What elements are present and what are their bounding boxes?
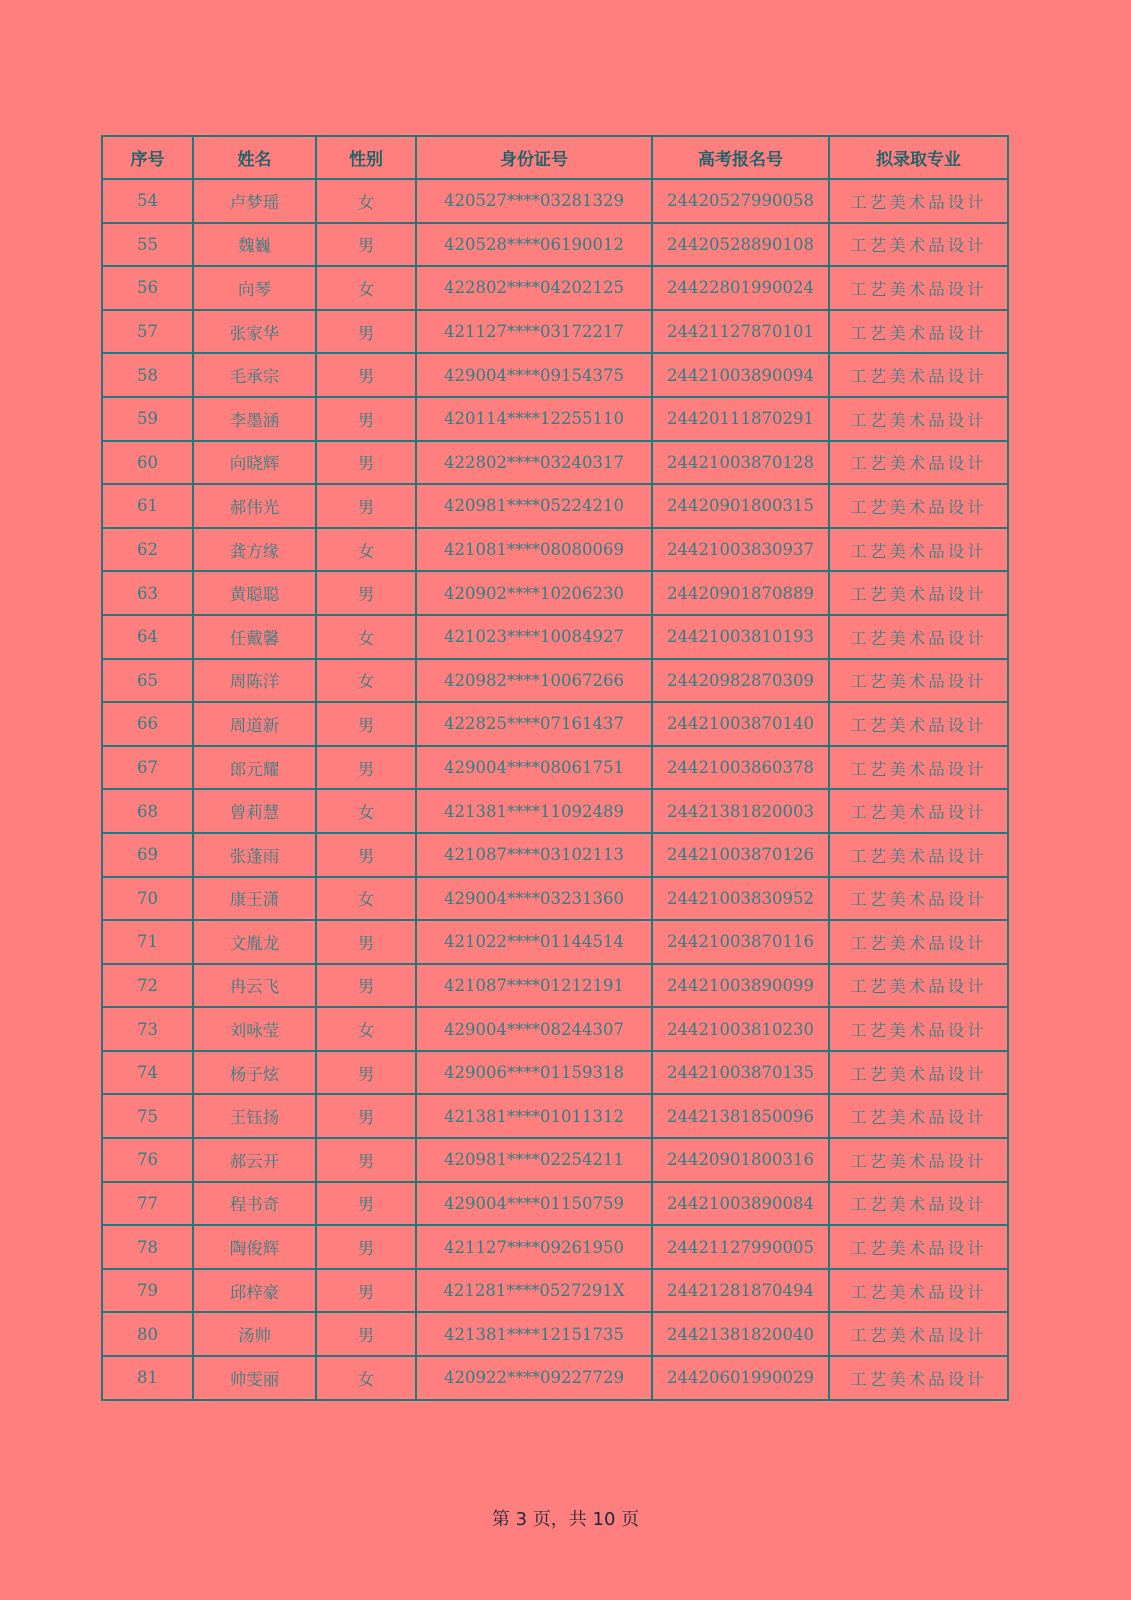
cell-proposed-major: 工艺美术品设计 <box>829 441 1008 485</box>
cell-id-number: 429006****01159318 <box>416 1051 652 1095</box>
cell-id-number: 421022****01144514 <box>416 920 652 964</box>
cell-serial-number: 55 <box>102 223 193 267</box>
table-row <box>102 920 1008 964</box>
table-row <box>102 266 1008 310</box>
table-row <box>102 833 1008 877</box>
cell-serial-number: 65 <box>102 659 193 703</box>
cell-serial-number: 74 <box>102 1051 193 1095</box>
cell-exam-registration-number: 24421003810193 <box>652 615 829 659</box>
cell-exam-registration-number: 24421003890099 <box>652 964 829 1008</box>
cell-proposed-major: 工艺美术品设计 <box>829 659 1008 703</box>
table-row <box>102 964 1008 1008</box>
header-gender: 性别 <box>316 136 416 179</box>
cell-name: 王钰扬 <box>193 1094 316 1138</box>
cell-name: 冉云飞 <box>193 964 316 1008</box>
cell-serial-number: 72 <box>102 964 193 1008</box>
cell-name: 杨子炫 <box>193 1051 316 1095</box>
cell-name: 向琴 <box>193 266 316 310</box>
cell-proposed-major: 工艺美术品设计 <box>829 1269 1008 1313</box>
cell-id-number: 429004****09154375 <box>416 353 652 397</box>
cell-name: 周陈洋 <box>193 659 316 703</box>
cell-proposed-major: 工艺美术品设计 <box>829 571 1008 615</box>
cell-serial-number: 69 <box>102 833 193 877</box>
cell-exam-registration-number: 24421281870494 <box>652 1269 829 1313</box>
cell-gender: 男 <box>316 1138 416 1182</box>
cell-proposed-major: 工艺美术品设计 <box>829 1312 1008 1356</box>
cell-id-number: 429004****08244307 <box>416 1007 652 1051</box>
cell-proposed-major: 工艺美术品设计 <box>829 1356 1008 1400</box>
cell-name: 向晓辉 <box>193 441 316 485</box>
cell-proposed-major: 工艺美术品设计 <box>829 1094 1008 1138</box>
cell-exam-registration-number: 24420111870291 <box>652 397 829 441</box>
cell-exam-registration-number: 24421003870128 <box>652 441 829 485</box>
cell-exam-registration-number: 24420601990029 <box>652 1356 829 1400</box>
table-row <box>102 310 1008 354</box>
cell-exam-registration-number: 24421381820040 <box>652 1312 829 1356</box>
cell-id-number: 420982****10067266 <box>416 659 652 703</box>
cell-gender: 男 <box>316 484 416 528</box>
table-header <box>102 136 1008 179</box>
cell-proposed-major: 工艺美术品设计 <box>829 1138 1008 1182</box>
cell-proposed-major: 工艺美术品设计 <box>829 1225 1008 1269</box>
cell-gender: 男 <box>316 223 416 267</box>
cell-gender: 女 <box>316 1356 416 1400</box>
cell-serial-number: 79 <box>102 1269 193 1313</box>
cell-proposed-major: 工艺美术品设计 <box>829 702 1008 746</box>
cell-id-number: 421087****03102113 <box>416 833 652 877</box>
cell-serial-number: 57 <box>102 310 193 354</box>
cell-id-number: 421127****03172217 <box>416 310 652 354</box>
cell-proposed-major: 工艺美术品设计 <box>829 310 1008 354</box>
cell-name: 卢梦瑶 <box>193 179 316 223</box>
cell-name: 毛承宗 <box>193 353 316 397</box>
table-row <box>102 1138 1008 1182</box>
cell-exam-registration-number: 24420901800316 <box>652 1138 829 1182</box>
table-row <box>102 1225 1008 1269</box>
cell-gender: 男 <box>316 702 416 746</box>
table-row <box>102 179 1008 223</box>
cell-name: 张蓬雨 <box>193 833 316 877</box>
cell-name: 周道新 <box>193 702 316 746</box>
cell-name: 邱梓豪 <box>193 1269 316 1313</box>
cell-name: 刘咏莹 <box>193 1007 316 1051</box>
table-row <box>102 702 1008 746</box>
cell-exam-registration-number: 24421003890094 <box>652 353 829 397</box>
cell-serial-number: 54 <box>102 179 193 223</box>
cell-gender: 男 <box>316 397 416 441</box>
cell-gender: 女 <box>316 877 416 921</box>
cell-proposed-major: 工艺美术品设计 <box>829 789 1008 833</box>
cell-id-number: 420114****12255110 <box>416 397 652 441</box>
cell-proposed-major: 工艺美术品设计 <box>829 1182 1008 1226</box>
cell-proposed-major: 工艺美术品设计 <box>829 528 1008 572</box>
table-row <box>102 1312 1008 1356</box>
cell-exam-registration-number: 24420901870889 <box>652 571 829 615</box>
table-row <box>102 789 1008 833</box>
cell-gender: 女 <box>316 659 416 703</box>
cell-name: 陶俊辉 <box>193 1225 316 1269</box>
cell-exam-registration-number: 24421003890084 <box>652 1182 829 1226</box>
cell-id-number: 420981****02254211 <box>416 1138 652 1182</box>
cell-id-number: 429004****03231360 <box>416 877 652 921</box>
cell-exam-registration-number: 24421003870126 <box>652 833 829 877</box>
cell-proposed-major: 工艺美术品设计 <box>829 1007 1008 1051</box>
cell-gender: 男 <box>316 1225 416 1269</box>
cell-gender: 男 <box>316 441 416 485</box>
table-row <box>102 659 1008 703</box>
header-name: 姓名 <box>193 136 316 179</box>
cell-exam-registration-number: 24421003870116 <box>652 920 829 964</box>
cell-gender: 男 <box>316 1094 416 1138</box>
cell-id-number: 421381****01011312 <box>416 1094 652 1138</box>
table-row <box>102 223 1008 267</box>
cell-id-number: 420902****10206230 <box>416 571 652 615</box>
table-body <box>102 179 1008 1400</box>
cell-proposed-major: 工艺美术品设计 <box>829 877 1008 921</box>
cell-id-number: 422802****04202125 <box>416 266 652 310</box>
table-row <box>102 353 1008 397</box>
header-row <box>102 136 1008 179</box>
cell-proposed-major: 工艺美术品设计 <box>829 397 1008 441</box>
cell-serial-number: 73 <box>102 1007 193 1051</box>
cell-exam-registration-number: 24421003810230 <box>652 1007 829 1051</box>
cell-name: 李墨涵 <box>193 397 316 441</box>
cell-serial-number: 67 <box>102 746 193 790</box>
cell-gender: 女 <box>316 789 416 833</box>
cell-serial-number: 68 <box>102 789 193 833</box>
table-row <box>102 441 1008 485</box>
cell-name: 郝伟光 <box>193 484 316 528</box>
cell-gender: 男 <box>316 1312 416 1356</box>
cell-exam-registration-number: 24421003830952 <box>652 877 829 921</box>
cell-proposed-major: 工艺美术品设计 <box>829 266 1008 310</box>
cell-id-number: 420528****06190012 <box>416 223 652 267</box>
table-row <box>102 484 1008 528</box>
cell-serial-number: 70 <box>102 877 193 921</box>
cell-exam-registration-number: 24421003870140 <box>652 702 829 746</box>
cell-exam-registration-number: 24421003830937 <box>652 528 829 572</box>
header-serial-number: 序号 <box>102 136 193 179</box>
cell-serial-number: 61 <box>102 484 193 528</box>
cell-gender: 女 <box>316 615 416 659</box>
cell-exam-registration-number: 24420901800315 <box>652 484 829 528</box>
cell-gender: 男 <box>316 1269 416 1313</box>
table-row <box>102 571 1008 615</box>
cell-exam-registration-number: 24422801990024 <box>652 266 829 310</box>
cell-name: 任戴馨 <box>193 615 316 659</box>
cell-name: 魏巍 <box>193 223 316 267</box>
cell-exam-registration-number: 24420982870309 <box>652 659 829 703</box>
cell-gender: 男 <box>316 1051 416 1095</box>
cell-id-number: 422825****07161437 <box>416 702 652 746</box>
admission-roster-table <box>101 135 1009 1401</box>
cell-exam-registration-number: 24421381850096 <box>652 1094 829 1138</box>
cell-proposed-major: 工艺美术品设计 <box>829 615 1008 659</box>
cell-gender: 男 <box>316 833 416 877</box>
cell-name: 康王潇 <box>193 877 316 921</box>
table-row <box>102 1007 1008 1051</box>
cell-serial-number: 66 <box>102 702 193 746</box>
cell-exam-registration-number: 24421003860378 <box>652 746 829 790</box>
cell-exam-registration-number: 24421127990005 <box>652 1225 829 1269</box>
cell-gender: 男 <box>316 920 416 964</box>
cell-proposed-major: 工艺美术品设计 <box>829 223 1008 267</box>
cell-serial-number: 64 <box>102 615 193 659</box>
cell-gender: 女 <box>316 1007 416 1051</box>
cell-proposed-major: 工艺美术品设计 <box>829 964 1008 1008</box>
cell-serial-number: 75 <box>102 1094 193 1138</box>
cell-exam-registration-number: 24421381820003 <box>652 789 829 833</box>
cell-gender: 男 <box>316 353 416 397</box>
cell-proposed-major: 工艺美术品设计 <box>829 833 1008 877</box>
cell-id-number: 422802****03240317 <box>416 441 652 485</box>
cell-serial-number: 59 <box>102 397 193 441</box>
cell-id-number: 421127****09261950 <box>416 1225 652 1269</box>
cell-id-number: 420922****09227729 <box>416 1356 652 1400</box>
table-row <box>102 1182 1008 1226</box>
cell-id-number: 420527****03281329 <box>416 179 652 223</box>
page-number-footer: 第 3 页，共 10 页 <box>491 1509 640 1530</box>
cell-name: 曾莉慧 <box>193 789 316 833</box>
cell-gender: 女 <box>316 266 416 310</box>
cell-serial-number: 56 <box>102 266 193 310</box>
cell-exam-registration-number: 24420528890108 <box>652 223 829 267</box>
cell-serial-number: 58 <box>102 353 193 397</box>
cell-gender: 女 <box>316 179 416 223</box>
cell-id-number: 421281****0527291X <box>416 1269 652 1313</box>
cell-gender: 男 <box>316 571 416 615</box>
cell-name: 龚方缘 <box>193 528 316 572</box>
table-row <box>102 1356 1008 1400</box>
cell-serial-number: 71 <box>102 920 193 964</box>
header-exam-registration-number: 高考报名号 <box>652 136 829 179</box>
cell-serial-number: 62 <box>102 528 193 572</box>
cell-name: 张家华 <box>193 310 316 354</box>
cell-proposed-major: 工艺美术品设计 <box>829 746 1008 790</box>
cell-exam-registration-number: 24421127870101 <box>652 310 829 354</box>
cell-name: 郝云开 <box>193 1138 316 1182</box>
cell-name: 汤帅 <box>193 1312 316 1356</box>
cell-serial-number: 76 <box>102 1138 193 1182</box>
cell-serial-number: 77 <box>102 1182 193 1226</box>
header-proposed-major: 拟录取专业 <box>829 136 1008 179</box>
cell-id-number: 420981****05224210 <box>416 484 652 528</box>
cell-name: 程书奇 <box>193 1182 316 1226</box>
table-row <box>102 615 1008 659</box>
table-row <box>102 1094 1008 1138</box>
cell-id-number: 429004****08061751 <box>416 746 652 790</box>
cell-proposed-major: 工艺美术品设计 <box>829 484 1008 528</box>
cell-gender: 男 <box>316 310 416 354</box>
cell-gender: 男 <box>316 964 416 1008</box>
table-row <box>102 1269 1008 1313</box>
table-row <box>102 397 1008 441</box>
cell-id-number: 421081****08080069 <box>416 528 652 572</box>
cell-gender: 女 <box>316 528 416 572</box>
table-row <box>102 877 1008 921</box>
cell-gender: 男 <box>316 746 416 790</box>
cell-serial-number: 60 <box>102 441 193 485</box>
cell-name: 帅雯丽 <box>193 1356 316 1400</box>
cell-proposed-major: 工艺美术品设计 <box>829 353 1008 397</box>
cell-name: 文胤龙 <box>193 920 316 964</box>
cell-proposed-major: 工艺美术品设计 <box>829 179 1008 223</box>
cell-exam-registration-number: 24421003870135 <box>652 1051 829 1095</box>
cell-serial-number: 80 <box>102 1312 193 1356</box>
cell-serial-number: 78 <box>102 1225 193 1269</box>
cell-id-number: 421023****10084927 <box>416 615 652 659</box>
cell-serial-number: 63 <box>102 571 193 615</box>
cell-proposed-major: 工艺美术品设计 <box>829 920 1008 964</box>
table-row <box>102 746 1008 790</box>
cell-proposed-major: 工艺美术品设计 <box>829 1051 1008 1095</box>
cell-id-number: 421381****12151735 <box>416 1312 652 1356</box>
cell-name: 黄聪聪 <box>193 571 316 615</box>
table-row <box>102 1051 1008 1095</box>
cell-name: 郎元耀 <box>193 746 316 790</box>
cell-exam-registration-number: 24420527990058 <box>652 179 829 223</box>
table-row <box>102 528 1008 572</box>
cell-serial-number: 81 <box>102 1356 193 1400</box>
cell-gender: 男 <box>316 1182 416 1226</box>
cell-id-number: 421381****11092489 <box>416 789 652 833</box>
header-id-number: 身份证号 <box>416 136 652 179</box>
cell-id-number: 421087****01212191 <box>416 964 652 1008</box>
cell-id-number: 429004****01150759 <box>416 1182 652 1226</box>
